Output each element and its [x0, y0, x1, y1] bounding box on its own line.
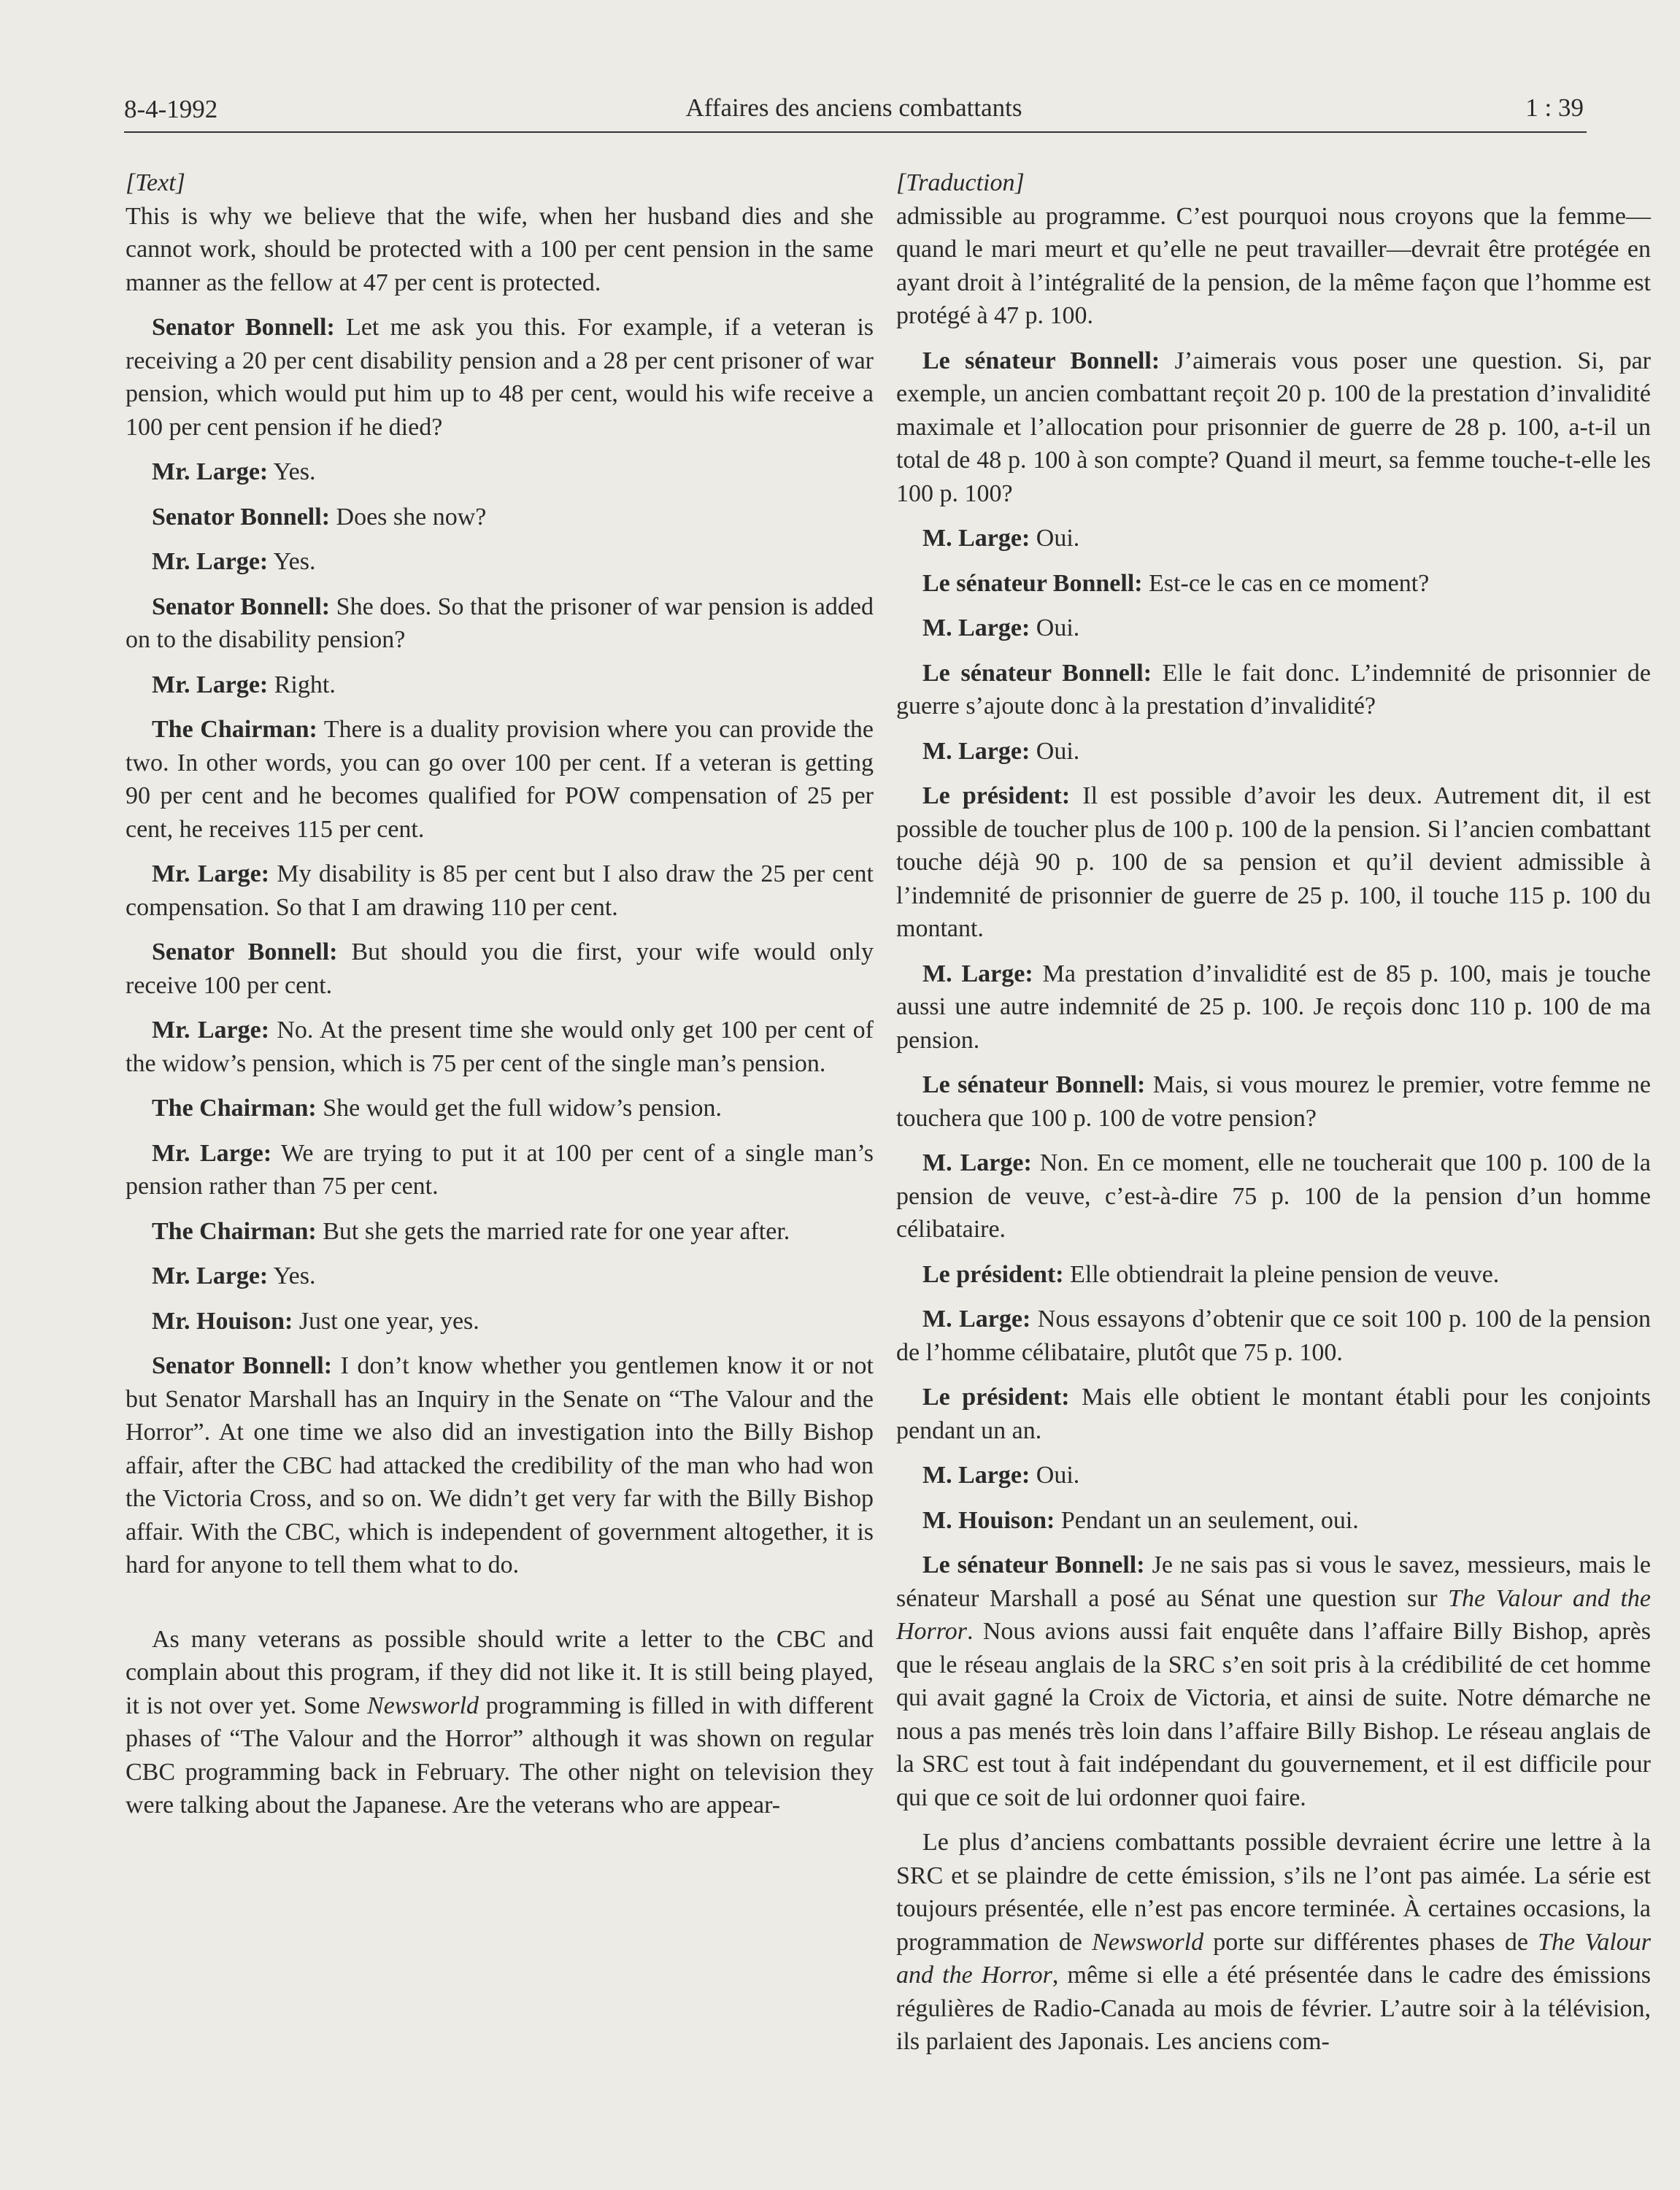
speech-text: But she gets the married rate for one year after.: [316, 1217, 790, 1245]
text-run: . Nous avions aussi fait enquête dans l’affaire Billy Bishop, après que le réseau anglais de la SRC s’en soit pris à la crédibilité de cet homme qui avait gagné la Croix de Victoria, et ainsi de suite. Notre démarche ne nous a pas menés très loin dans l’affaire Billy Bishop. Le réseau anglais de la SRC est tout à fait indépendant du gouvernement, et il est difficile pour qui que ce soit de lui ordonner quoi faire.: [896, 1618, 1651, 1811]
speech-text: She would get the full widow’s pension.: [316, 1095, 723, 1122]
speech-text: Right.: [268, 671, 336, 698]
text-run: Le plus d’anciens combattants possible devraient écrire une lettre à la SRC et se plaindre de cette émission, s’ils ne l’ont pas aimée. La série est toujours présentée, elle n’est pas encore terminée. À certaines occasions, la programmation de: [896, 1829, 1651, 1956]
speech-paragraph: [896, 1381, 1651, 1447]
speech-text: I don’t know whether you gentlemen know it or not but Senator Marshall has an Inquiry in the Senate on “The Valour and the Horror”. At one time we also did an investigation into the Billy Bishop affair, after the CBC had attacked the credibility of the man who had won the Victoria Cross, and so on. We didn’t get very far with the Billy Bishop affair. With the CBC, which is independent of government altogether, it is hard for anyone to tell them what to do.: [126, 1352, 874, 1578]
speech-paragraph: [126, 936, 874, 1002]
speech-paragraph: [126, 713, 874, 846]
speaker-name: Mr. Large:: [152, 671, 269, 698]
speech-text: Elle obtiendrait la pleine pension de veuve.: [1063, 1260, 1500, 1288]
speech-paragraph: [896, 1258, 1651, 1292]
speech-paragraph: [896, 344, 1651, 511]
speech-paragraph: [896, 1549, 1651, 1814]
speech-paragraph: [126, 1260, 874, 1293]
speech-paragraph: [896, 1068, 1651, 1135]
speaker-name: Mr. Large:: [152, 860, 270, 887]
speech-paragraph: [126, 857, 874, 924]
program-title: Newsworld: [1092, 1928, 1204, 1956]
header-date: 8-4-1992: [124, 95, 218, 123]
speech-text: Non. En ce moment, elle ne toucherait que 100 p. 100 de la pension de veuve, c’est-à-dire 75 p. 100 de la pension d’un homme célibataire.: [896, 1149, 1651, 1243]
speech-text: Elle le fait donc. L’indemnité de prisonnier de guerre s’ajoute donc à la prestation d’invalidité?: [896, 659, 1651, 720]
speaker-name: Le sénateur Bonnell:: [922, 1071, 1146, 1098]
speech-paragraph: [896, 957, 1651, 1057]
speaker-name: M. Large:: [922, 1306, 1031, 1333]
speech-text: She does. So that the prisoner of war pension is added on to the disability pension?: [126, 593, 874, 653]
speech-paragraph: [126, 668, 874, 702]
speaker-name: Mr. Large:: [152, 458, 269, 485]
speech-paragraph: [896, 612, 1651, 645]
text-run: , même si elle a été présentée dans le cadre des émissions régulières de Radio-Canada au mois de février. L’autre soir à la télévision, ils parlaient des Japonais. Les anciens com-: [896, 1962, 1651, 2055]
speech-paragraph: [126, 1092, 874, 1125]
program-title: The Valour and the Horror: [896, 1928, 1652, 1989]
speech-paragraph: [896, 200, 1651, 333]
speech-text: Let me ask you this. For example, if a veteran is receiving a 20 per cent disability pension and a 28 per cent prisoner of war pension, which would put him up to 48 per cent, would his wife receive a 100 per cent pension if he died?: [126, 314, 874, 441]
speaker-name: Senator Bonnell:: [152, 938, 338, 965]
speech-text: Oui.: [1030, 1462, 1080, 1489]
speech-text: Oui.: [1030, 525, 1080, 552]
speech-text: This is why we believe that the wife, when her husband dies and she cannot work, should be protected with a 100 per cent pension in the same manner as the fellow at 47 per cent is protected.: [126, 202, 874, 296]
speaker-name: Mr. Large:: [152, 1262, 269, 1289]
speaker-name: M. Houison:: [922, 1506, 1055, 1534]
speaker-name: Senator Bonnell:: [152, 503, 331, 531]
program-title: The Valour and the Horror: [896, 1584, 1651, 1645]
header-page-number: 1 : 39: [1525, 93, 1584, 122]
speaker-name: Le président:: [922, 1260, 1064, 1288]
speaker-name: M. Large:: [922, 525, 1030, 552]
speech-text: Does she now?: [330, 503, 487, 531]
speech-paragraph: [126, 1014, 874, 1080]
speaker-name: M. Large:: [922, 960, 1033, 987]
speech-paragraph: [126, 311, 874, 444]
speech-text: Yes.: [268, 458, 316, 485]
speech-paragraph: [896, 1146, 1651, 1246]
speaker-name: Mr. Houison:: [152, 1307, 293, 1335]
speaker-name: Le président:: [922, 782, 1071, 809]
speech-text: Just one year, yes.: [293, 1307, 479, 1335]
speech-paragraph: [896, 522, 1651, 555]
speech-paragraph: [896, 779, 1651, 946]
speech-text: Est-ce le cas en ce moment?: [1142, 569, 1430, 597]
page-header: [124, 93, 1584, 131]
speaker-name: Le sénateur Bonnell:: [922, 659, 1152, 687]
speech-text: Mais elle obtient le montant établi pour les conjoints pendant un an.: [896, 1384, 1651, 1444]
speech-paragraph: [126, 501, 874, 534]
text-run: programming is filled in with different phases of “The Valour and the Horror” although it was shown on regular CBC programming back in February. The other night on television they were talking about the Japanese. Are the veterans who are appear-: [126, 1692, 874, 1819]
speech-text: admissible au programme. C’est pourquoi nous croyons que la femme—quand le mari meurt et qu’elle ne peut travailler—devrait être protégée en ayant droit à l’intégralité de la pension, de la même façon que l’homme est protégé à 47 p. 100.: [896, 202, 1651, 329]
speaker-name: Mr. Large:: [152, 1139, 272, 1167]
speaker-name: M. Large:: [922, 1462, 1030, 1489]
text-run: Je ne sais pas si vous le savez, messieurs, mais le sénateur Marshall a posé au Sénat une question sur: [896, 1551, 1652, 1612]
text-run: porte sur différentes phases de: [1203, 1928, 1538, 1956]
speaker-name: M. Large:: [922, 737, 1030, 765]
section-label: [Traduction]: [896, 169, 1025, 196]
speech-paragraph: [896, 735, 1651, 768]
left-column-english: [126, 166, 874, 1834]
speech-text: Yes.: [268, 548, 316, 575]
speech-text: Yes.: [268, 1262, 316, 1289]
paragraph-gap: [126, 1594, 874, 1623]
speaker-name: Le sénateur Bonnell:: [922, 1551, 1145, 1578]
header-title: Affaires des anciens combattants: [685, 93, 1022, 122]
left-transcript: [126, 200, 874, 1582]
speaker-name: M. Large:: [922, 1149, 1032, 1176]
speaker-name: The Chairman:: [152, 716, 317, 743]
speech-text: We are trying to put it at 100 per cent of a single man’s pension rather than 75 per cent.: [126, 1139, 874, 1200]
speaker-name: M. Large:: [922, 614, 1030, 641]
speech-text: My disability is 85 per cent but I also draw the 25 per cent compensation. So that I am drawing 110 per cent.: [126, 860, 874, 921]
speaker-name: Senator Bonnell:: [152, 314, 335, 341]
closing-paragraph: [896, 1826, 1651, 2059]
program-title: Newsworld: [367, 1692, 479, 1719]
speech-text: Oui.: [1030, 737, 1080, 765]
speech-text: There is a duality provision where you can provide the two. In other words, you can go over 100 per cent. If a veteran is getting 90 per cent and he becomes qualified for POW compensation of 25 per cent, he receives 115 per cent.: [126, 716, 874, 843]
speech-text: But should you die first, your wife would only receive 100 per cent.: [126, 938, 874, 999]
right-transcript: [896, 200, 1651, 1538]
speech-paragraph: [126, 455, 874, 489]
speaker-name: Mr. Large:: [152, 548, 269, 575]
section-label: [Text]: [126, 169, 185, 196]
speaker-name: The Chairman:: [152, 1217, 317, 1245]
text-run: As many veterans as possible should write a letter to the CBC and complain about this program, if they did not like it. It is still being played, it is not over yet. Some: [126, 1625, 874, 1719]
speech-paragraph: [896, 1459, 1651, 1492]
right-column-french: [896, 166, 1651, 2070]
closing-paragraph: [126, 1623, 874, 1822]
speech-paragraph: [896, 567, 1651, 601]
header-rule: [124, 131, 1587, 133]
speech-paragraph: [126, 1305, 874, 1338]
speaker-name: Mr. Large:: [152, 1017, 270, 1044]
speech-text: Oui.: [1030, 614, 1080, 641]
speech-paragraph: [126, 1349, 874, 1582]
speech-text: Il est possible d’avoir les deux. Autrement dit, il est possible de toucher plus de 100 p. 100 de la pension. Si l’ancien combattant touche déjà 90 p. 100 de sa pension et qu’il devient admissible à l’indemnité de prisonnier de guerre de 25 p. 100, il touche 115 p. 100 du montant.: [896, 782, 1651, 942]
speech-text: Mais, si vous mourez le premier, votre femme ne touchera que 100 p. 100 de votre pension?: [896, 1071, 1651, 1132]
speech-paragraph: [896, 1303, 1651, 1369]
speaker-name: Le sénateur Bonnell:: [922, 347, 1160, 374]
speech-paragraph: [126, 590, 874, 657]
speech-text: Pendant un an seulement, oui.: [1055, 1506, 1359, 1534]
speaker-name: The Chairman:: [152, 1095, 317, 1122]
speech-paragraph: [126, 200, 874, 300]
speech-text: J’aimerais vous poser une question. Si, par exemple, un ancien combattant reçoit 20 p. 100 de la prestation d’invalidité maximale et l’allocation pour prisonnier de guerre de 28 p. 100, a-t-il un total de 48 p. 100 à son compte? Quand il meurt, sa femme touche-t-elle les 100 p. 100?: [896, 347, 1652, 507]
speaker-name: Senator Bonnell:: [152, 1352, 333, 1379]
speech-paragraph: [126, 1215, 874, 1249]
speech-text: Ma prestation d’invalidité est de 85 p. 100, mais je touche aussi une autre indemnité de 25 p. 100. Je reçois donc 110 p. 100 de ma pension.: [896, 960, 1651, 1054]
speaker-name: Le sénateur Bonnell:: [922, 569, 1143, 597]
speaker-name: Senator Bonnell:: [152, 593, 331, 620]
speech-paragraph: [896, 1504, 1651, 1538]
speech-paragraph: [126, 1137, 874, 1203]
speech-text: No. At the present time she would only get 100 per cent of the widow’s pension, which is 75 per cent of the single man’s pension.: [126, 1017, 874, 1077]
speech-paragraph: [126, 545, 874, 579]
speech-paragraph: [896, 657, 1651, 723]
speech-text: Nous essayons d’obtenir que ce soit 100 p. 100 de la pension de l’homme célibataire, plutôt que 75 p. 100.: [896, 1306, 1651, 1366]
speaker-name: Le président:: [922, 1384, 1070, 1411]
